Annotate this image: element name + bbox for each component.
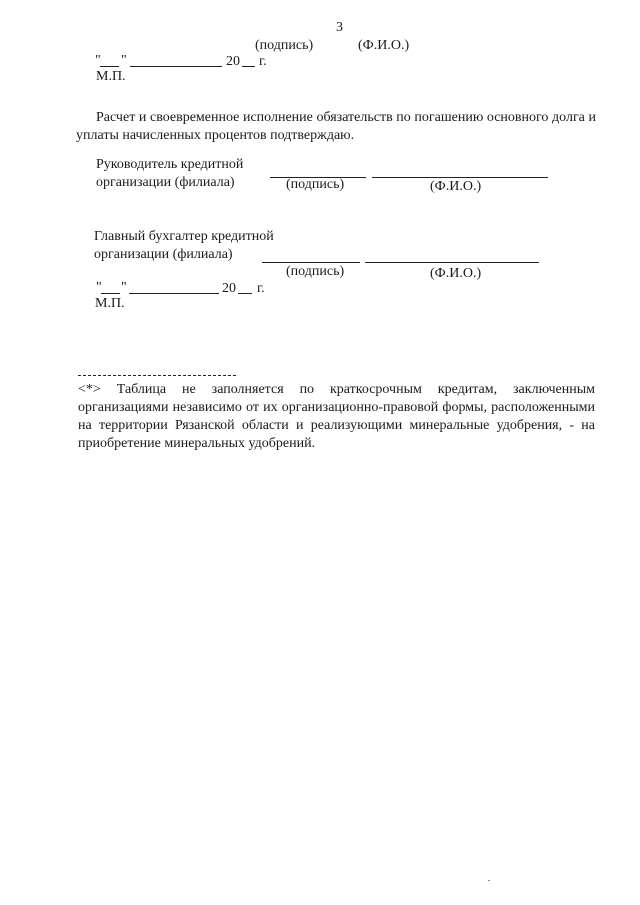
page-number: 3 — [336, 20, 343, 35]
head-signature-caption: (подпись) — [286, 177, 345, 192]
stamp-label: М.П. — [96, 69, 126, 84]
head-title-line2: организации (филиала) — [96, 175, 235, 190]
accountant-name-blank — [365, 262, 539, 263]
accountant-title-line2: организации (филиала) — [94, 247, 233, 262]
accountant-date-year-suffix: г. — [257, 281, 265, 296]
date-year-suffix: г. — [259, 54, 267, 69]
accountant-date-day-blank — [101, 293, 120, 294]
accountant-date-quote-open: " — [96, 280, 102, 295]
footnote-text: Таблица не заполняется по краткосрочным кредитам, заключенным организациями независимо от их организационно-правовой формы, расположенными на территории Рязанской области и реализующими минеральные удобрения, - на приобретение минеральных удобрений. — [78, 382, 595, 451]
date-year-blank — [242, 66, 255, 67]
date-quote-close: " — [121, 53, 127, 68]
scan-speck — [488, 880, 490, 881]
name-caption: (Ф.И.О.) — [358, 38, 410, 53]
footnote-marker: <*> — [78, 382, 101, 397]
accountant-signature-caption: (подпись) — [286, 264, 345, 279]
footnote-separator — [78, 375, 236, 376]
date-month-blank — [130, 66, 222, 67]
head-title-line1: Руководитель кредитной — [96, 157, 244, 172]
accountant-name-caption: (Ф.И.О.) — [430, 266, 482, 281]
accountant-signature-blank — [262, 262, 360, 263]
accountant-date-month-blank — [129, 293, 219, 294]
signature-caption: (подпись) — [255, 38, 314, 53]
accountant-stamp-label: М.П. — [95, 296, 125, 311]
head-name-blank — [372, 177, 548, 178]
accountant-date-quote-close: " — [121, 280, 127, 295]
footnote — [78, 381, 595, 453]
date-quote-open: " — [95, 53, 101, 68]
accountant-date-year-prefix: 20 — [222, 281, 236, 296]
date-year-prefix: 20 — [226, 54, 240, 69]
accountant-date-year-blank — [238, 293, 252, 294]
date-day-blank — [100, 66, 119, 67]
accountant-title-line1: Главный бухгалтер кредитной — [94, 229, 274, 244]
head-name-caption: (Ф.И.О.) — [430, 179, 482, 194]
confirmation-text: Расчет и своевременное исполнение обязательств по погашению основного долга и уплаты начисленных процентов подтверждаю. — [76, 110, 596, 143]
